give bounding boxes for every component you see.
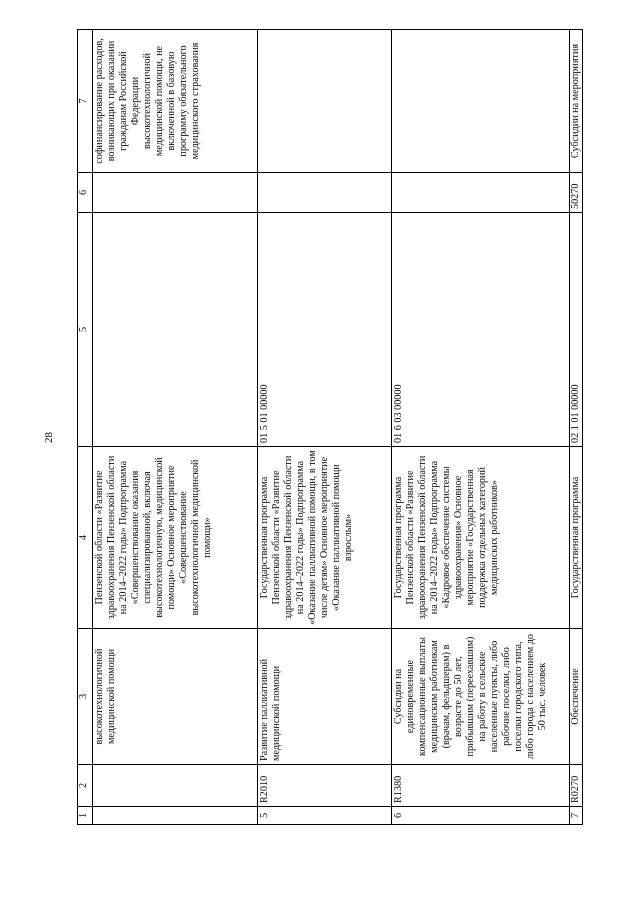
row-number: 7 <box>570 807 583 825</box>
header-cell: 2 <box>78 765 93 807</box>
classifier-cell: 02 1 01 00000 <box>570 213 583 447</box>
classifier-cell: 01 6 03 00000 <box>392 213 570 447</box>
name-cell: Субсидии на единовременные компенсационные выплаты медицинским работникам (врачам, фельдшерам) в возрасте до 50 лет, прибывшим (переехавшим) на работу в сельские населенные пункты, либо рабочие поселки, либо поселки городского типа, либо города с населением до 50 тыс. человек <box>392 629 570 765</box>
budget-table <box>77 29 583 825</box>
code-cell: R0270 <box>570 765 583 807</box>
header-cell: 6 <box>78 173 93 213</box>
table-row <box>258 30 392 825</box>
classifier-cell: 01 5 01 00000 <box>258 213 392 447</box>
row-number: 5 <box>258 807 392 825</box>
header-cell: 1 <box>78 807 93 825</box>
purpose-cell <box>392 30 570 173</box>
header-cell: 3 <box>78 629 93 765</box>
program-cell: Пензенской области «Развитие здравоохранения Пензенской области на 2014–2022 годы» Подпрограмма «Совершенствование оказания специализированной, включая высокотехнологичную, медицинской помощи» Основное мероприятие «Совершенствование высокотехнологичной медицинской помощи» <box>93 447 258 629</box>
program-cell: Государственная программа Пензенской области «Развитие здравоохранения Пензенской области на 2014–2022 годы» Подпрограмма «Оказание паллиативной помощи, в том числе детям» Основное мероприятие «Оказание паллиативной помощи взрослым» <box>258 447 392 629</box>
program-cell: Государственная программа Пензенской области «Развитие здравоохранения Пензенской области на 2014–2022 годы» Подпрограмма «Кадровое обеспечение системы здравоохранения» Основное мероприятие «Государственная поддержка отдельных категорий медицинских работников» <box>392 447 570 629</box>
name-cell: Обеспечение <box>570 629 583 765</box>
program-cell: Государственная программа <box>570 447 583 629</box>
code-cell: R2010 <box>258 765 392 807</box>
code-cell: R1380 <box>392 765 570 807</box>
expense-code-cell <box>392 173 570 213</box>
header-row <box>78 30 93 825</box>
table-row <box>93 30 258 825</box>
table-row <box>570 30 583 825</box>
row-number <box>93 807 258 825</box>
name-cell: Развитие паллиативной медицинской помощи <box>258 629 392 765</box>
expense-code-cell <box>93 173 258 213</box>
code-cell <box>93 765 258 807</box>
classifier-cell <box>93 213 258 447</box>
header-cell: 4 <box>78 447 93 629</box>
name-cell: высокотехнологичной медицинской помощи <box>93 629 258 765</box>
expense-code-cell: 50270 <box>570 173 583 213</box>
expense-code-cell <box>258 173 392 213</box>
purpose-cell: Субсидии на мероприятия <box>570 30 583 173</box>
page-number: 28 <box>43 432 55 443</box>
header-cell: 7 <box>78 30 93 173</box>
table-row <box>392 30 570 825</box>
purpose-cell <box>258 30 392 173</box>
header-cell: 5 <box>78 213 93 447</box>
purpose-cell: софинансирование расходов, возникающих при оказании гражданам Российской Федерации высокотехнологичной медицинской помощи, не включенной в базовую программу обязательного медицинского страхования <box>93 30 258 173</box>
rotated-table-container <box>77 30 587 825</box>
row-number: 6 <box>392 807 570 825</box>
